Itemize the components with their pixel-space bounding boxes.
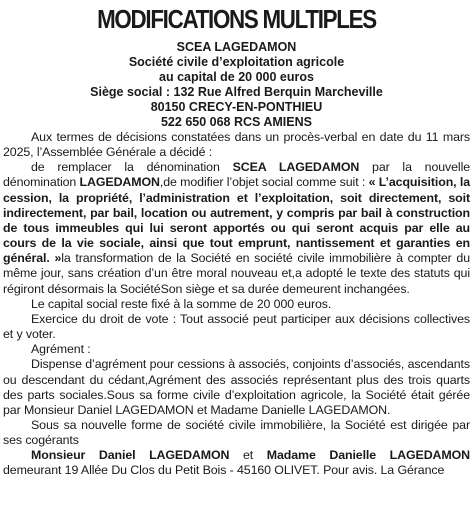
company-capital: au capital de 20 000 euros <box>159 70 314 84</box>
text: ,de modifier l’objet social comme suit : <box>159 175 369 190</box>
company-city: 80150 CRECY-EN-PONTHIEU <box>150 100 323 114</box>
new-name: LAGEDAMON <box>79 175 160 190</box>
paragraph-changes <box>3 160 470 296</box>
paragraph-decision: Aux termes de décisions constatées dans un procès-verbal en date du 11 mars 2025, l’Assemblée Générale a décidé : <box>3 130 470 160</box>
paragraph-management: Sous sa nouvelle forme de société civile immobilière, la Société est dirigée par ses cogérants <box>3 417 470 448</box>
text: demeurant 19 Allée Du Clos du Petit Bois - 45160 OLIVET. Pour avis. La Gérance <box>3 463 445 478</box>
text: la transformation de la Société en société civile immobilière à compter du même jour, sans création d’un être moral nouveau et,a adopté le texte des statuts qui régiront désormais la SociétéSon siège et sa durée demeurent inchangées. <box>3 251 470 296</box>
manager-1: Monsieur Daniel LAGEDAMON <box>31 448 230 463</box>
company-rcs: 522 650 068 RCS AMIENS <box>160 115 312 129</box>
paragraph-voting: Exercice du droit de vote : Tout associé peut participer aux décisions collectives et y voter. <box>3 311 470 342</box>
company-name: SCEA LAGEDAMON <box>176 40 297 54</box>
company-header <box>3 40 470 130</box>
old-name: SCEA LAGEDAMON <box>232 160 360 175</box>
paragraph-managers <box>3 448 470 478</box>
manager-2: Madame Danielle LAGEDAMON <box>266 448 470 463</box>
paragraph-capital: Le capital social reste fixé à la somme de 20 000 euros. <box>31 296 332 311</box>
text: par la nouvelle dénomination <box>3 160 471 190</box>
text: de remplacer la dénomination <box>31 160 233 175</box>
social-object: « L’acquisition, la cession, la propriété, l’administration et l’exploitation, soit directement, soit indirectement, par bail, location ou autrement, y compris par bail à construction de tous immeubles qui lui seront apportés ou qui seront acquis par elle au cours de la vie sociale, ainsi que tout emprunt, nantissement et garanties en général. » <box>3 175 470 266</box>
notice-body <box>3 130 470 479</box>
text: et <box>229 448 267 463</box>
company-address: Siège social : 132 Rue Alfred Berquin Marcheville <box>90 85 383 99</box>
paragraph-agrement: Dispense d’agrément pour cessions à associés, conjoints d’associés, ascendants ou descendant du cédant,Agrément des associés représentant plus des trois quarts des parts sociales.Sous sa forme civile d’exploitation agricole, la Société était gérée par Monsieur Daniel LAGEDAMON et Madame Danielle LAGEDAMON. <box>3 357 470 417</box>
paragraph-agrement-heading: Agrément : <box>31 342 91 357</box>
notice-title: MODIFICATIONS MULTIPLES <box>97 4 376 34</box>
company-form: Société civile d’exploitation agricole <box>128 55 345 69</box>
